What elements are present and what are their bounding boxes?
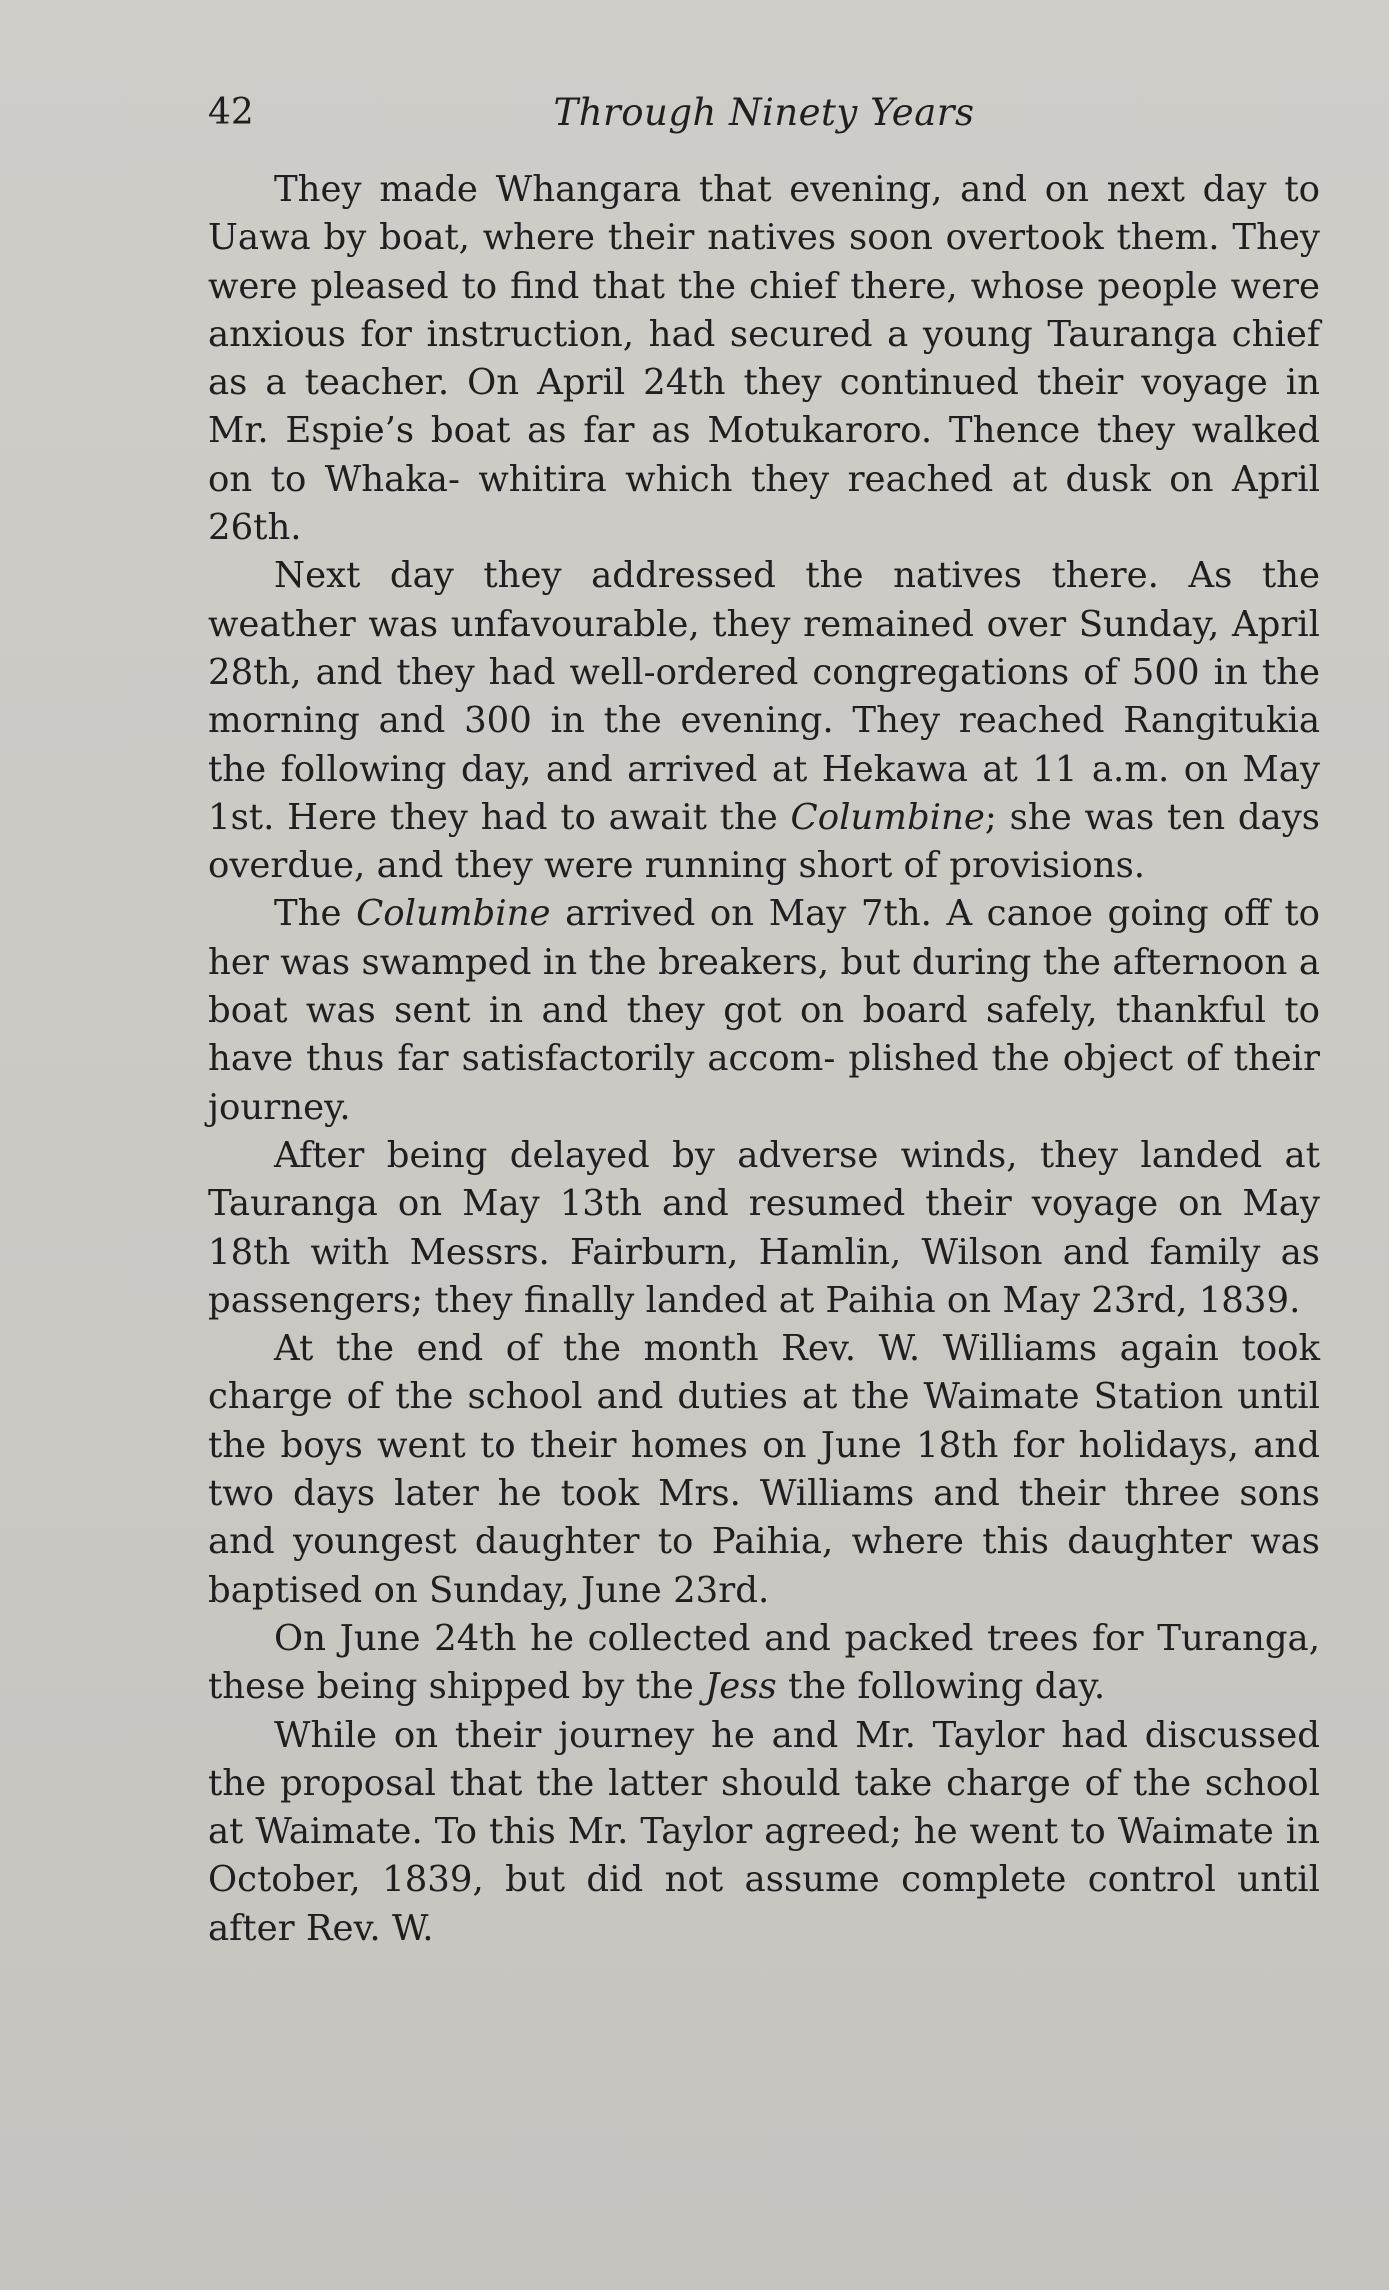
paragraph-text: They made Whangara that evening, and on next day to Uawa by boat, where their natives soon overtook them. They were pleased to find that the chief there, whose people were anxious for instruction, had secured a young Tauranga chief as a teacher. On April 24th they continued their voyage in Mr. Espie’s boat as far as Motukaroro. Thence they walked on to Whaka- whitira which they reached at dusk on April 26th. bbox=[208, 169, 1320, 549]
paragraph-text: the following day. bbox=[776, 1666, 1106, 1708]
running-title: Through Ninety Years bbox=[553, 91, 975, 134]
paragraph-text: ; she was ten days overdue, and they were running short of provisions. bbox=[208, 796, 1320, 887]
page-number: 42 bbox=[208, 92, 254, 133]
ship-name-italic: Columbine bbox=[356, 893, 551, 935]
paragraph-4 bbox=[208, 1132, 1320, 1325]
paragraph-text: arrived on May 7th. A canoe going off to her was swamped in the breakers, but during the afternoon a boat was sent in and they got on board safely, thankful to have thus far satisfactorily accom- plished the object of their journey. bbox=[208, 893, 1320, 1128]
paragraph-6 bbox=[208, 1615, 1320, 1712]
paragraph-text: The bbox=[274, 893, 357, 935]
paragraph-text: While on their journey he and Mr. Taylor had discussed the proposal that the latter should take charge of the school at Waimate. To this Mr. Taylor agreed; he went to Waimate in October, 1839, but did not assume complete control until after Rev. W. bbox=[208, 1714, 1320, 1949]
paragraph-5 bbox=[208, 1325, 1320, 1615]
paragraph-2 bbox=[208, 552, 1320, 890]
ship-name-italic: Columbine bbox=[790, 796, 985, 838]
ship-name-italic: Jess bbox=[705, 1666, 777, 1708]
paragraph-3 bbox=[208, 890, 1320, 1131]
paragraph-7 bbox=[208, 1712, 1320, 1953]
paragraph-text: On June 24th he collected and packed trees for Turanga, these being shipped by the bbox=[208, 1617, 1320, 1708]
paragraph-1 bbox=[208, 166, 1320, 552]
paragraph-text: After being delayed by adverse winds, they landed at Tauranga on May 13th and resumed their voyage on May 18th with Messrs. Fairburn, Hamlin, Wilson and family as passengers; they finally landed at Paihia on May 23rd, 1839. bbox=[208, 1134, 1320, 1321]
paragraph-text: At the end of the month Rev. W. Williams again took charge of the school and duties at the Waimate Station until the boys went to their homes on June 18th for holidays, and two days later he took Mrs. Williams and their three sons and youngest daughter to Paihia, where this daughter was baptised on Sunday, June 23rd. bbox=[208, 1328, 1320, 1611]
body-text bbox=[208, 166, 1320, 1953]
page-header bbox=[208, 84, 1320, 142]
paragraph-text: Next day they addressed the natives there. As the weather was unfavourable, they remained over Sunday, April 28th, and they had well-ordered congregations of 500 in the morning and 300 in the evening. They reached Rangitukia the following day, and arrived at Hekawa at 11 a.m. on May 1st. Here they had to await the bbox=[208, 555, 1320, 838]
